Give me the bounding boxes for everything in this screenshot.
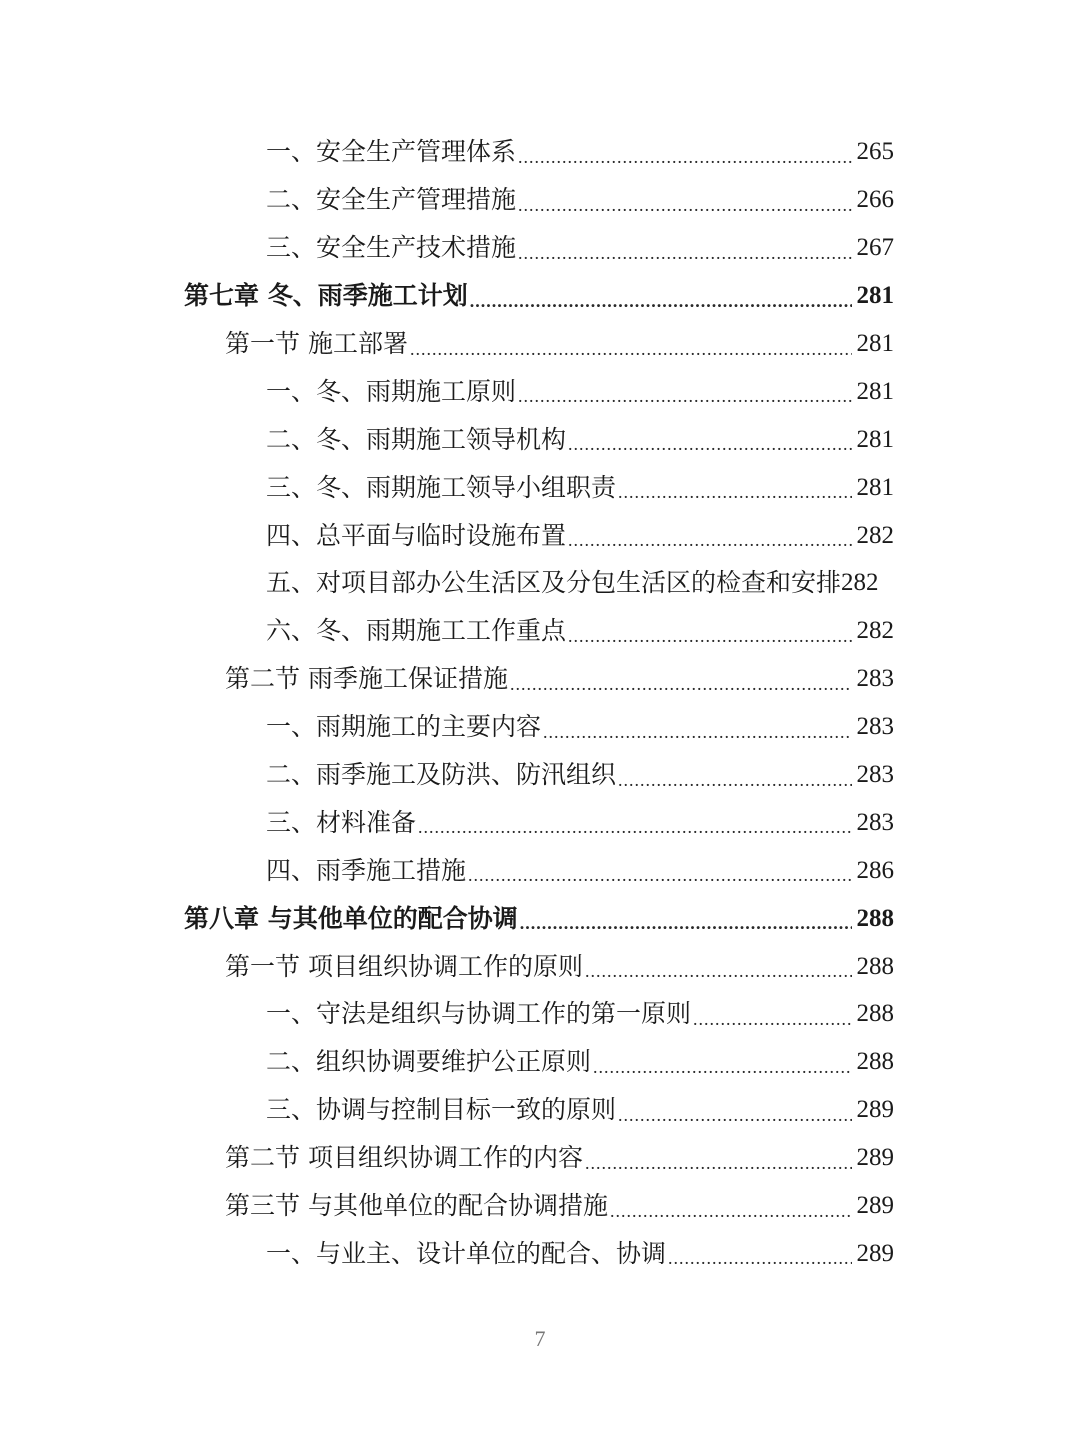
toc-entry-page: 281 [856,473,894,501]
toc-item-row[interactable] [0,703,1080,751]
toc-item-row[interactable] [0,367,1080,415]
toc-section-row[interactable] [0,320,1080,368]
toc-entry-title: 第二节 项目组织协调工作的内容 [225,1143,583,1173]
toc-chapter-row[interactable] [0,272,1080,320]
toc-entry-page: 288 [856,1048,894,1076]
toc-section-row[interactable] [0,942,1080,990]
toc-item-row[interactable] [0,415,1080,463]
toc-entry-page: 289 [856,1239,894,1267]
toc-entry-page: 282 [856,617,894,645]
toc-item-row[interactable] [0,224,1080,272]
toc-entry-page: 281 [856,330,894,357]
toc-entry-page: 288 [856,1000,894,1028]
toc-entry-page: 281 [856,377,894,405]
toc-entry-title: 第二节 雨季施工保证措施 [225,664,508,694]
toc-dot-leader [518,244,852,262]
toc-dot-leader [568,435,852,453]
toc-entry-page: 281 [856,425,894,453]
toc-item-row[interactable] [0,846,1080,894]
toc-dot-leader [470,292,852,310]
toc-entry-page: 266 [856,186,894,214]
toc-dot-leader [468,866,852,884]
toc-entry-title: 二、冬、雨期施工领导机构 [266,424,567,454]
toc-entry-title: 一、冬、雨期施工原则 [266,376,517,406]
toc-entry-title: 第三节 与其他单位的配合协调措施 [225,1191,608,1221]
toc-section-row[interactable] [0,1182,1080,1230]
toc-entry-page: 288 [856,952,894,980]
toc-item-row[interactable] [0,463,1080,511]
toc-entry-page: 283 [856,713,894,741]
toc-item-row[interactable] [0,798,1080,846]
toc-dot-leader [693,1010,852,1028]
toc-entry-title: 一、与业主、设计单位的配合、协调 [266,1238,667,1268]
toc-dot-leader [518,196,852,214]
toc-dot-leader [410,340,852,358]
toc-section-row[interactable] [0,655,1080,703]
toc-entry-page: 288 [856,904,894,932]
toc-entry-page: 281 [856,282,894,310]
toc-item-row[interactable] [0,176,1080,224]
toc-entry-title: 一、雨期施工的主要内容 [266,712,542,742]
toc-entry-title: 三、安全生产技术措施 [266,233,517,263]
page-number: 7 [534,1326,546,1351]
toc-entry-title: 第七章 冬、雨季施工计划 [184,281,468,311]
toc-entry-page: 289 [856,1096,894,1124]
toc-dot-leader [668,1249,852,1267]
toc-item-row[interactable] [0,511,1080,559]
toc-chapter-row[interactable] [0,894,1080,942]
toc-dot-leader [568,531,852,549]
toc-item-row[interactable] [0,1086,1080,1134]
toc-entry-page: 283 [856,808,894,836]
toc-dot-leader [618,771,852,789]
toc-entry-page: 289 [856,1192,894,1220]
toc-entry-title: 三、冬、雨期施工领导小组职责 [266,472,617,502]
toc-entry-page: 283 [856,665,894,693]
toc-entry-title: 六、冬、雨期施工工作重点 [266,616,567,646]
toc-entry-title: 第八章 与其他单位的配合协调 [184,903,518,933]
toc-dot-leader [418,818,852,836]
toc-item-row[interactable] [0,559,1080,607]
toc-section-row[interactable] [0,1134,1080,1182]
toc-dot-leader [618,483,852,501]
toc-entry-title: 第一节 项目组织协调工作的原则 [225,951,583,981]
toc-dot-leader [568,627,852,645]
toc-entry-page: 265 [856,138,894,166]
toc-dot-leader [543,723,852,741]
table-of-contents [0,128,1080,1277]
toc-entry-title: 五、对项目部办公生活区及分包生活区的检查和安排 [266,568,842,598]
toc-entry-page: 282 [841,569,879,597]
toc-item-row[interactable] [0,751,1080,799]
toc-item-row[interactable] [0,128,1080,176]
toc-entry-title: 一、安全生产管理体系 [266,137,517,167]
toc-dot-leader [610,1202,852,1220]
toc-item-row[interactable] [0,607,1080,655]
toc-entry-title: 一、守法是组织与协调工作的第一原则 [266,999,692,1029]
toc-dot-leader [510,675,852,693]
toc-dot-leader [585,962,852,980]
toc-dot-leader [518,387,852,405]
toc-entry-page: 267 [856,234,894,262]
toc-entry-title: 第一节 施工部署 [225,329,408,358]
toc-entry-page: 289 [856,1144,894,1172]
toc-dot-leader [520,914,852,932]
toc-dot-leader [585,1154,852,1172]
toc-entry-page: 283 [856,761,894,789]
toc-item-row[interactable] [0,1229,1080,1277]
toc-entry-page: 282 [856,521,894,549]
toc-entry-title: 二、组织协调要维护公正原则 [266,1047,592,1077]
toc-dot-leader [593,1058,852,1076]
toc-entry-title: 四、总平面与临时设施布置 [266,520,567,550]
toc-item-row[interactable] [0,1038,1080,1086]
toc-entry-title: 三、材料准备 [266,807,417,837]
toc-item-row[interactable] [0,990,1080,1038]
toc-dot-leader [518,148,852,166]
toc-entry-title: 二、安全生产管理措施 [266,185,517,215]
toc-entry-title: 四、雨季施工措施 [266,855,467,885]
toc-entry-title: 三、协调与控制目标一致的原则 [266,1095,617,1125]
toc-entry-page: 286 [856,856,894,884]
toc-dot-leader [618,1106,852,1124]
toc-entry-title: 二、雨季施工及防洪、防汛组织 [266,760,617,790]
